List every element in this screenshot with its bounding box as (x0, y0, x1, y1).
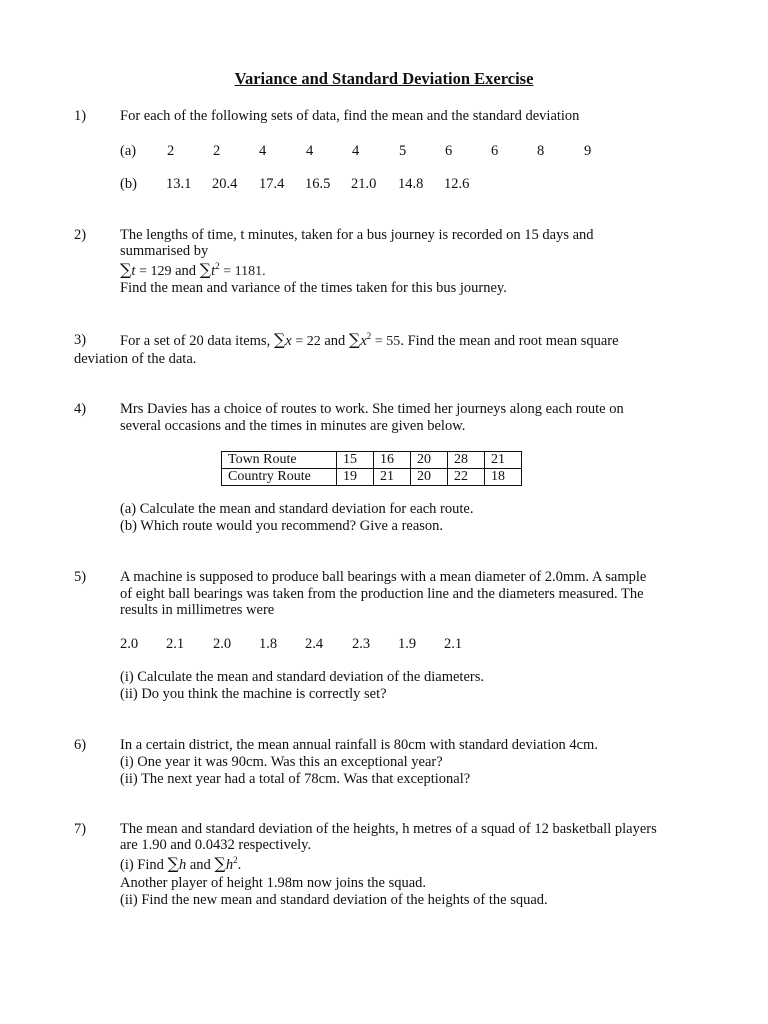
route-time: 21 (374, 469, 411, 486)
q1-a-value: 8 (537, 143, 545, 159)
table-row (222, 452, 522, 469)
q1-text: For each of the following sets of data, find the mean and the standard deviation (120, 108, 580, 124)
q5-value: 2.0 (120, 636, 139, 652)
q4-line-1: Mrs Davies has a choice of routes to work. She timed her journeys along each route on (120, 401, 624, 417)
q5-value: 1.9 (398, 636, 417, 652)
page-title: Variance and Standard Deviation Exercise (234, 69, 534, 88)
q1-a-value: 4 (306, 143, 314, 159)
q5-line-1: A machine is supposed to produce ball bearings with a mean diameter of 2.0mm. A sample (120, 569, 647, 585)
q7-part-ii: (ii) Find the new mean and standard deviation of the heights of the squad. (120, 892, 548, 908)
route-label: Country Route (222, 469, 337, 486)
table-row (222, 469, 522, 486)
route-time: 18 (485, 469, 522, 486)
q1-a-value: 2 (213, 143, 221, 159)
q7-var: h (178, 857, 187, 873)
q5-value: 2.1 (444, 636, 463, 652)
q7-dot: . (237, 857, 242, 873)
sigma-symbol: ∑ (273, 330, 286, 349)
q1-a-label: (a) (120, 143, 137, 159)
q7-line-2: are 1.90 and 0.0432 respectively. (120, 837, 312, 853)
route-time: 21 (485, 452, 522, 469)
q1-b-value: 20.4 (212, 176, 238, 192)
route-time: 20 (411, 469, 448, 486)
q3-pre: For a set of 20 data items, (120, 333, 271, 349)
q7-part-i (120, 855, 710, 874)
q6-line-1: In a certain district, the mean annual rainfall is 80cm with standard deviation 4cm. (120, 737, 598, 753)
q2-exponent: 2 (215, 261, 220, 271)
route-time: 20 (411, 452, 448, 469)
route-time: 22 (448, 469, 485, 486)
q7-number: 7) (74, 821, 87, 837)
q2-and: and (175, 263, 197, 279)
q3-number: 3) (74, 332, 87, 348)
q2-line-2: summarised by (120, 243, 209, 259)
q4-part-b: (b) Which route would you recommend? Give a reason. (120, 518, 444, 534)
q4-part-a: (a) Calculate the mean and standard deviation for each route. (120, 501, 474, 517)
q1-b-value: 21.0 (351, 176, 377, 192)
q5-value: 2.1 (166, 636, 185, 652)
q1-b-label: (b) (120, 176, 137, 192)
q3-eq-1: = 22 (295, 334, 321, 349)
q5-value: 2.0 (213, 636, 232, 652)
q3-var: x (285, 333, 292, 349)
q4-number: 4) (74, 401, 87, 417)
q2-formula (120, 261, 710, 280)
q3-post: . Find the mean and root mean square (400, 333, 619, 349)
q1-number: 1) (74, 108, 87, 124)
q4-line-2: several occasions and the times in minutes are given below. (120, 418, 466, 434)
q1-a-value: 9 (584, 143, 592, 159)
q2-var: t (131, 263, 136, 279)
q2-number: 2) (74, 227, 87, 243)
q3-var: x (360, 333, 367, 349)
route-time: 15 (337, 452, 374, 469)
routes-table (221, 451, 522, 486)
q2-var: t (211, 263, 216, 279)
q1-a-value: 4 (352, 143, 360, 159)
q1-b-value: 14.8 (398, 176, 424, 192)
q2-eq-1: = 129 (139, 264, 172, 279)
q5-value: 2.3 (352, 636, 371, 652)
q7-exponent: 2 (233, 855, 238, 865)
q1-b-value: 12.6 (444, 176, 470, 192)
q3-eq-2: = 55 (374, 334, 401, 349)
route-label: Town Route (222, 452, 337, 469)
q1-a-value: 4 (259, 143, 267, 159)
q1-b-value: 16.5 (305, 176, 331, 192)
q1-a-value: 5 (399, 143, 407, 159)
q3-and: and (324, 333, 346, 349)
q5-value: 1.8 (259, 636, 278, 652)
q5-line-3: results in millimetres were (120, 602, 275, 618)
q5-value: 2.4 (305, 636, 324, 652)
q5-line-2: of eight ball bearings was taken from the production line and the diameters measured. The (120, 586, 644, 602)
sigma-symbol: ∑ (199, 260, 212, 279)
q1-a-value: 6 (491, 143, 499, 159)
route-time: 28 (448, 452, 485, 469)
sigma-symbol: ∑ (167, 854, 179, 873)
sigma-symbol: ∑ (214, 854, 226, 873)
q1-a-value: 2 (167, 143, 175, 159)
q3-line-2: deviation of the data. (74, 351, 197, 367)
q7-i-pre: (i) Find (120, 857, 164, 873)
q2-eq-2: = 1181. (223, 264, 266, 279)
q1-b-value: 17.4 (259, 176, 285, 192)
sigma-symbol: ∑ (348, 330, 361, 349)
q7-var: h (225, 857, 234, 873)
q7-line-1: The mean and standard deviation of the heights, h metres of a squad of 12 basketball players (120, 821, 657, 837)
q5-part-ii: (ii) Do you think the machine is correctly set? (120, 686, 387, 702)
q5-number: 5) (74, 569, 87, 585)
q1-a-value: 6 (445, 143, 453, 159)
q6-part-ii: (ii) The next year had a total of 78cm. Was that exceptional? (120, 771, 471, 787)
q6-number: 6) (74, 737, 87, 753)
q3-exponent: 2 (366, 331, 372, 341)
q7-and: and (189, 857, 211, 873)
q5-part-i: (i) Calculate the mean and standard deviation of the diameters. (120, 669, 484, 685)
q1-b-value: 13.1 (166, 176, 192, 192)
q3-line-1 (120, 331, 710, 350)
q2-line-1: The lengths of time, t minutes, taken for a bus journey is recorded on 15 days and (120, 227, 594, 243)
q7-line-4: Another player of height 1.98m now joins the squad. (120, 875, 427, 891)
q6-part-i: (i) One year it was 90cm. Was this an exceptional year? (120, 754, 443, 770)
q2-line-4: Find the mean and variance of the times taken for this bus journey. (120, 280, 507, 296)
sigma-symbol: ∑ (120, 260, 132, 279)
route-time: 19 (337, 469, 374, 486)
route-time: 16 (374, 452, 411, 469)
